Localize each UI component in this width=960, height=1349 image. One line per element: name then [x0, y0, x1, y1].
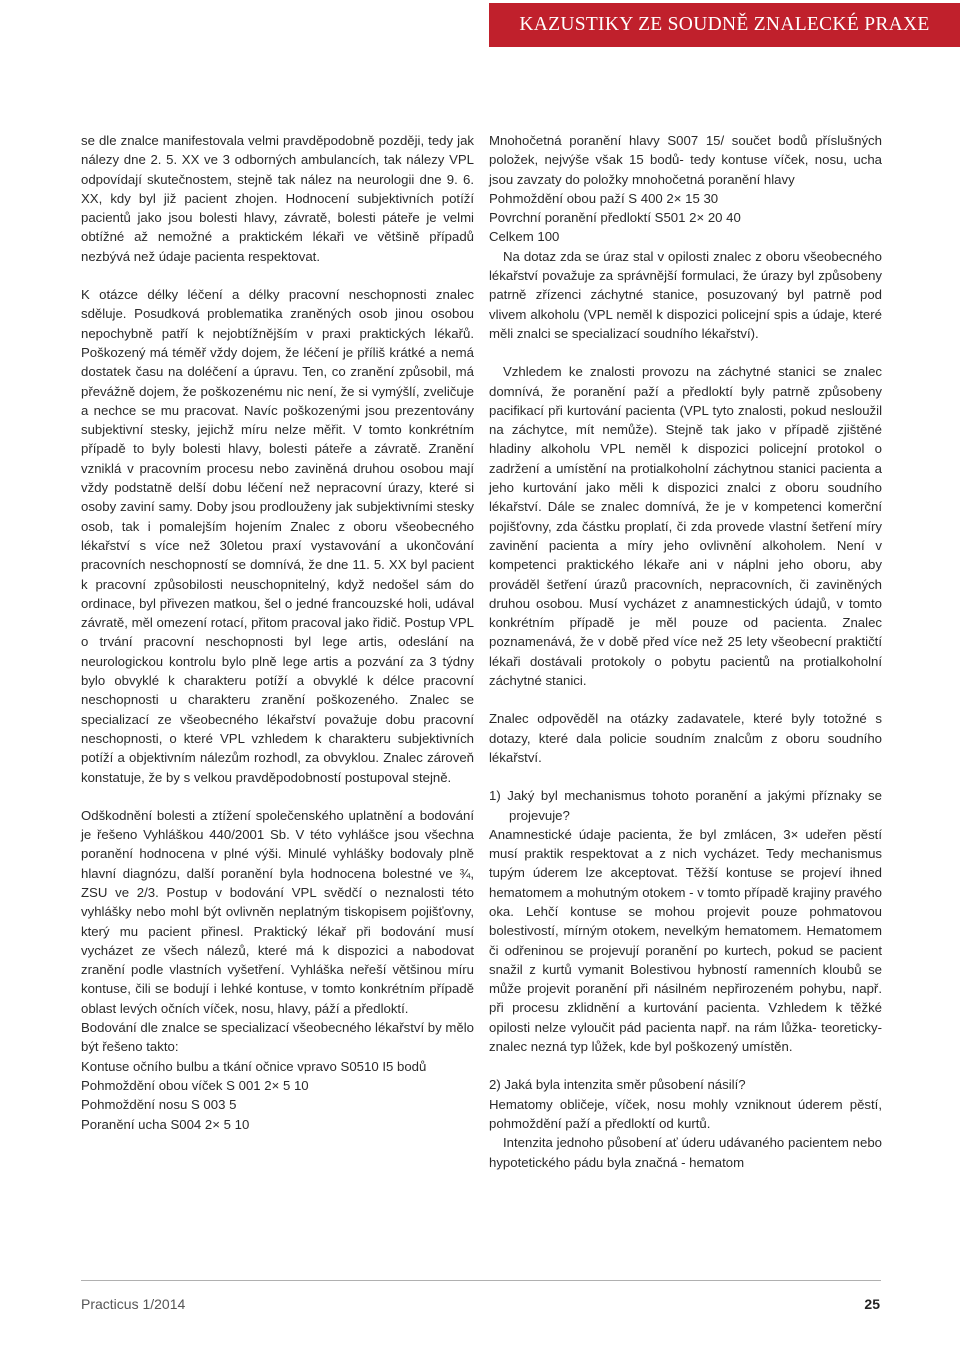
- answer: Hematomy obličeje, víček, nosu mohly vzniknout úderem pěstí, pohmoždění paží a předloktí od kurtů.: [489, 1096, 882, 1131]
- section-banner: [489, 3, 960, 47]
- paragraph: Na dotaz zda se úraz stal v opilosti znalec z oboru všeobecného lékařství považuje za správnější formulaci, že úrazy byl způsobeny patrně zřízenci záchytné stanice, posuzovaný byl patrně pod vlivem alkoholu (VPL neměl k dispozici policejní spis a údaje, které měli znalci se specializací soudního lékařství).: [489, 248, 882, 341]
- paragraph: Mnohočetná poranění hlavy S007 15/ součet bodů příslušných položek, nejvýše však 15 bodů- tedy kontuse víček, nosu, ucha jsou zavzaty do položky mnohočetná poranění hlavy: [489, 133, 882, 187]
- section-title: KAZUSTIKY ZE SOUDNĚ ZNALECKÉ PRAXE: [519, 14, 930, 35]
- answer: Intenzita jednoho působení ať úderu udávaného pacientem nebo hypotetického pádu byla značná - hematom: [489, 1135, 882, 1170]
- paragraph: Bodování dle znalce se specializací všeobecného lékařství by mělo být řešeno takto:: [81, 1020, 474, 1055]
- score-line: Pohmoždění obou paží S 400 2× 15 30: [489, 190, 719, 206]
- score-line: Povrchní poranění předloktí S501 2× 20 40: [489, 210, 741, 226]
- score-line: Pohmoždění obou víček S 001 2× 5 10: [81, 1077, 309, 1093]
- footer-divider: [81, 1280, 881, 1281]
- question: 2) Jaká byla intenzita směr působení násilí?: [489, 1077, 746, 1093]
- question: 1) Jaký byl mechanismus tohoto poranění a jakými příznaky se projevuje?: [489, 788, 882, 823]
- score-line: Kontuse očního bulbu a tkání očnice vpravo S0510 I5 bodů: [81, 1058, 427, 1074]
- paragraph: Odškodnění bolesti a ztížení společenského uplatnění a bodování je řešeno Vyhláškou 440/2001 Sb. V této vyhlášce jsou všechna poranění hodnocena v plné výši. Minulé vyhlášky bodovaly plně hlavní diagnózu, další poranění byla hodnocena bolestné ve ¾, ZSU ve 2/3. Postup v bodování VPL svědčí o neznalosti této vyhlášky nebo mohl být ovlivněn neplatným tiskopisem pojišťovny, který mu pacient přinesl. Praktický lékař při bodování musí vycházet ze všech nálezů, které má k dispozici a nabodovat zranění podle vlastních vyšetření. Vyhláška neřeší většinou míru kontuse, čili se bodují i lehké kontuse, v tomto konkrétním případě oblast levých očních víček, nosu, hlavy, páží a předloktí.: [81, 807, 474, 1016]
- paragraph: se dle znalce manifestovala velmi pravděpodobně později, tedy jak nálezy dne 2. 5. XX ve 3 odborných ambulancích, tak nálezy VPL odpovídají skutečnostem, stejně tak nález na neurologii dne 9. 6. XX, kdy byl již pacient zhojen. Hodnocení subjektivních potíží pacientů jako jsou bolesti hlavy, závratě, bolesti páteře je velmi obtížné až nemožné a praktickém lékaři ve většině případů nezbývá než údaje pacienta respektovat.: [81, 133, 474, 264]
- left-column: [81, 131, 474, 1134]
- page-number: 25: [864, 1296, 880, 1312]
- paragraph: K otázce délky léčení a délky pracovní neschopnosti znalec sděluje. Posudková problematika zraněných osob jinou osobou nepochybně patří k nejobtížnějším v praxi praktických lékařů. Poškozený má téměř vždy dojem, že léčení je příliš krátké a nemá dostatek času na doléčení a úpravu. Ten, co zranění způsobil, má převážně dojem, že poškozenému nic není, že si vymýšlí, zveličuje a nechce se mu pracovat. Navíc poškozenými jsou prezentovány subjektivní stesky, jejichž míru nelze měřit. V tomto konkrétním případě to byly bolesti hlavy, bolesti páteře a závratě. Zranění vzniklá v pracovním procesu nebo zaviněná druhou osobou mají vždy podstatně delší dobu léčení než nepracovní úrazy, které si osoby zaviní samy. Doby jsou prodlouženy jak subjektivními stesky osob, tak i pomalejším hojením Znalec z oboru všeobecného lékařství s více než 30letou praxí vystavování a ukončování pracovních neschopností se domnívá, že dne 11. 5. XX byl pacient k pracovní způsobilosti neuschopnitelný, když nedošel sám do ordinace, byl přivezen matkou, šel o jedné francouzské holi, udával závratě, měl omezení rotací, přitom pracoval jako řidič. Postup VPL o trvání pracovní neschopnosti byl lege artis, odeslání na neurologickou kontrolu bylo plně lege artis a pozvání za 3 týdny bylo obvyklé k charakteru potíží a obvyklé k délce pracovní neschopnosti u charakteru zranění poškozeného. Znalec se specializací ze všeobecného lékařství považuje dobu pracovní neschopnosti, o které VPL vzhledem k charakteru subjektivních potíží a objektivním nálezům rozhodl, za obvyklou. Znalec zároveň konstatuje, že by s velkou pravděpodobností postupoval stejně.: [81, 287, 474, 785]
- answer: Anamnestické údaje pacienta, že byl zmlácen, 3× udeřen pěstí musí praktik respektovat a z nich vycházet. Tedy mechanismus tupým úderem lze akceptovat. Těžší kontuse se projeví ihned hematomem a mohutným otokem - v tomto případě krajiny pravého oka. Lehčí kontuse se mohou projevit pouze pohmatovou bolestivostí, mírným otokem, nevelkým hematomem. Hematomem či odřeninou se projevují poranění po kurtech, pokud se pacient snažil z kurtů vymanit Bolestivou hybností ramenních kloubů se může projevit poranění při násilném nepřirozeném pohybu, např. při procesu zklidnění a kurtování pacienta. Vzhledem k těžké opilosti nelze vyloučit pád pacienta např. na rám lůžka- teoreticky-znalec nezná typ lůžek, kde byl poškozený umístěn.: [489, 826, 882, 1055]
- score-line: Pohmoždění nosu S 003 5: [81, 1097, 237, 1113]
- score-line: Poranění ucha S004 2× 5 10: [81, 1116, 250, 1132]
- paragraph: Vzhledem ke znalosti provozu na záchytné stanici se znalec domnívá, že poranění paží a předloktí byly patrně způsobeny pacifikací při kurtování pacienta (VPL tyto znalosti, pokud nesloužil na záchytce, mít nemůže). Stejně tak jako v případě zjištěné hladiny alkoholu VPL neměl k dispozici policejní protokol o zadržení a umístění na protialkoholní záchytnou stanici pacienta a jeho kurtování jako měli k dispozici znalci z oboru soudního lékařství. Dále se znalec domnívá, že je v kompetenci komerční pojišťovny, zda částku proplatí, či zda provede vlastní šetření míry zavinění pacienta a míry jeho ovlivnění alkoholem. Není v kompetenci praktického lékaře ani v náplni jeho oboru, aby prováděl šetření úrazů pracovních, nepracovních, či zaviněných druhou osobou. Musí vycházet z anamnestických údajů, v tomto konkrétním případě je měl pouze od pacienta. Znalec poznamenává, že v době před více než 25 lety všeobecní praktičtí lékaři dostávali protokoly o pobytu pacientů na protialkoholní záchytné stanici.: [489, 364, 882, 689]
- right-column: [489, 131, 882, 1172]
- publication-name: Practicus 1/2014: [81, 1296, 186, 1312]
- paragraph: Znalec odpověděl na otázky zadavatele, které byly totožné s dotazy, které dala policie soudním znalcům z oboru soudního lékařství.: [489, 711, 882, 765]
- score-total: Celkem 100: [489, 229, 560, 245]
